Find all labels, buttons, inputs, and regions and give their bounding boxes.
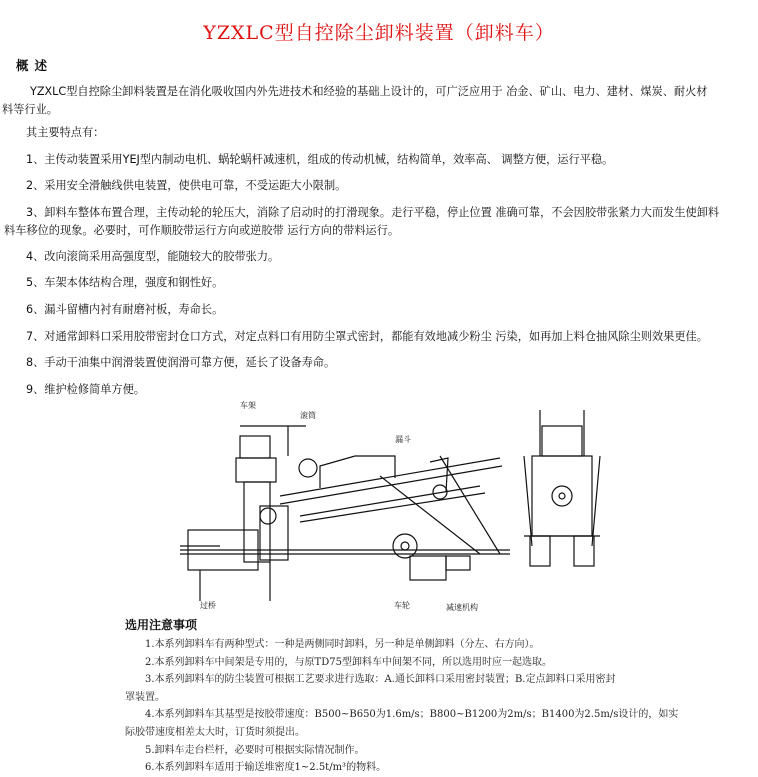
figure-label-frame: 车架 bbox=[240, 401, 256, 410]
selection-notes bbox=[125, 616, 685, 777]
figure-label-reducer: 减速机构 bbox=[446, 603, 478, 612]
feature-item: 6、漏斗留槽内衬有耐磨衬板，寿命长。 bbox=[26, 302, 224, 316]
note-line: 罩装置。 bbox=[125, 691, 165, 703]
features-heading: 其主要特点有： bbox=[26, 126, 105, 139]
note-line: 6.本系列卸料车适用于输送堆密度1~2.5t/m³的物料。 bbox=[145, 762, 387, 774]
feature-item: 8、手动干油集中润滑装置使润滑可靠方便，延长了设备寿命。 bbox=[26, 356, 336, 370]
figure-label-drum: 滚筒 bbox=[300, 411, 316, 420]
features-list bbox=[4, 124, 720, 407]
figure-label-wheel: 车轮 bbox=[394, 601, 410, 610]
feature-item-line2: 料车移位的现象。必要时，可作顺胶带运行方向或逆胶带 运行方向的带料运行。 bbox=[4, 223, 400, 237]
feature-item: 1、主传动装置采用YEJ型内制动电机、蜗轮蜗杆减速机，组成的传动机械，结构简单，效率高、 调整方便，运行平稳。 bbox=[26, 152, 614, 166]
note-line: 1.本系列卸料车有两种型式：一种是两侧同时卸料，另一种是单侧卸料（分左、右方向）。 bbox=[145, 639, 540, 650]
note-line: 2.本系列卸料车中间架是专用的，与原TD75型卸料车中间架不同，所以选用时应一起选取。 bbox=[145, 656, 552, 668]
feature-item: 5、车架本体结构合理，强度和钢性好。 bbox=[26, 276, 224, 290]
note-line: 4.本系列卸料车其基型是按胶带速度：B500~B650为1.6m/s；B800~B1200为2m/s；B1400为2.5m/s设计的，如实 bbox=[145, 709, 679, 721]
note-line: 际胶带速度相差太大时，订货时须提出。 bbox=[125, 726, 305, 738]
figure-label-hopper: 漏斗 bbox=[395, 435, 411, 444]
tripper-car-drawing bbox=[180, 396, 634, 618]
feature-item-line1: 3、卸料车整体布置合理，主传动轮的轮压大，消除了启动时的打滑现象。走行平稳，停止位置 准确可靠，不会因胶带张紧力大而发生使卸料 bbox=[26, 205, 720, 219]
feature-item: 4、改向滚筒采用高强度型，能随较大的胶带张力。 bbox=[26, 249, 280, 263]
feature-item bbox=[4, 204, 720, 248]
feature-item: 7、对通常卸料口采用胶带密封仓口方式，对定点料口有用防尘罩式密封，都能有效地减少粉尘 污染，如再加上料仓抽风除尘则效果更佳。 bbox=[26, 329, 708, 343]
note-line: 3.本系列卸料车的防尘装置可根据工艺要求进行选取：A.通长卸料口采用密封装置；B.定点卸料口采用密封 bbox=[145, 674, 616, 686]
note-line: 5.卸料车走台栏杆，必要时可根据实际情况制作。 bbox=[145, 744, 365, 756]
page-title: YZXLC型自控除尘卸料装置（卸料车） bbox=[203, 22, 555, 44]
feature-item: 2、采用安全滑触线供电装置，使供电可靠，不受运距大小限制。 bbox=[26, 179, 347, 193]
figure-label-skirt: 过桥 bbox=[200, 601, 216, 610]
intro-paragraph-line1: YZXLC型自控除尘卸料装置是在消化吸收国内外先进技术和经验的基础上设计的，可广泛应用于 冶金、矿山、电力、建材、煤炭、耐火材 bbox=[30, 85, 708, 98]
feature-item: 9、维护检修简单方便。 bbox=[26, 382, 145, 396]
notes-heading: 选用注意事项 bbox=[125, 618, 198, 632]
intro-paragraph-line2: 料等行业。 bbox=[2, 103, 58, 116]
section-heading-overview: 概述 bbox=[16, 58, 54, 73]
